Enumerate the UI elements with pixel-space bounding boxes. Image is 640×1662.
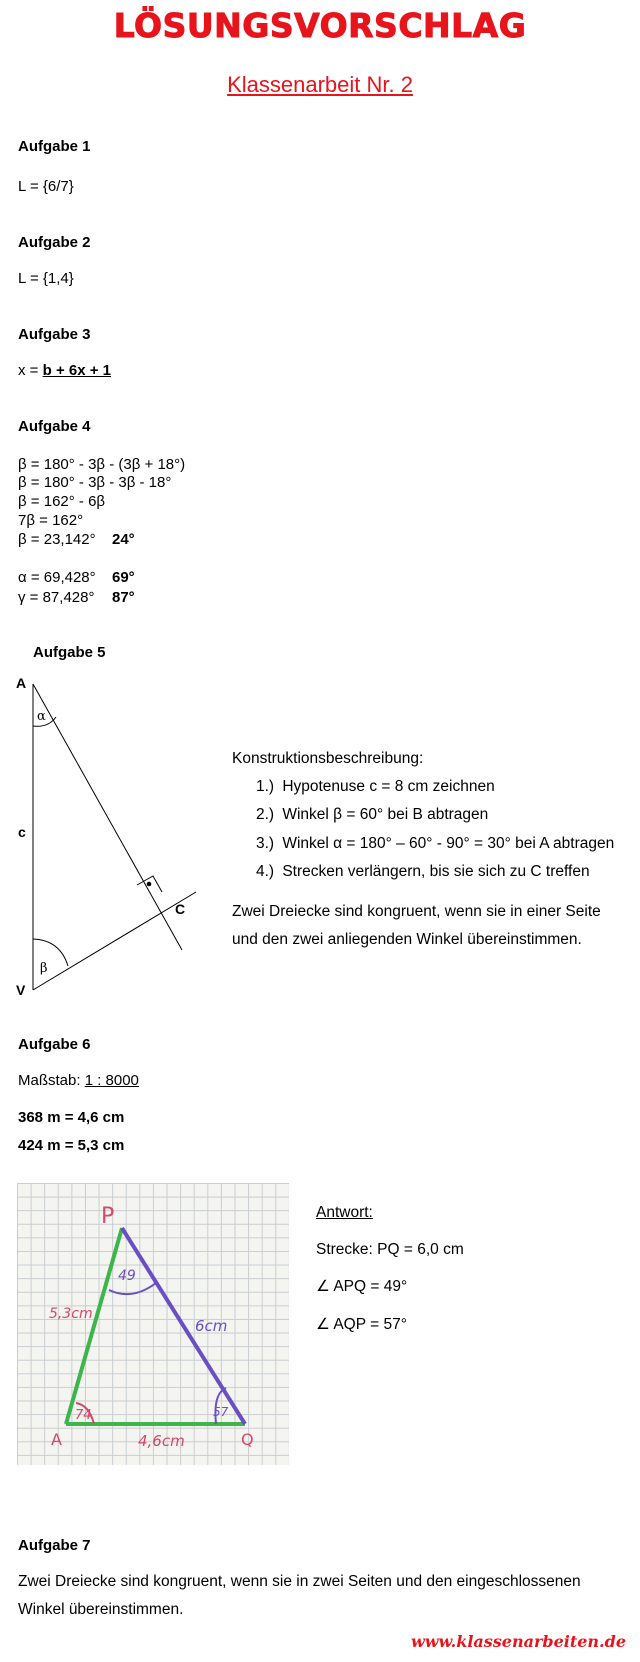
scale-label: Maßstab: <box>18 1072 85 1089</box>
answer-angle-aqp: ∠ AQP = 57° <box>316 1316 407 1333</box>
task-7-answer-line: Zwei Dreiecke sind kongruent, wenn sie in zwei Seiten und den eingeschlossenen <box>18 1573 581 1590</box>
step-number: 1.) <box>256 778 275 795</box>
sketch-length-aq: 4,6cm <box>138 1432 185 1450</box>
sketch-label-a: A <box>51 1430 62 1449</box>
task-7-heading: Aufgabe 7 <box>18 1537 91 1554</box>
task-3-answer-line <box>18 362 111 379</box>
vertex-label-v: V <box>16 982 26 998</box>
task-4-step: 7β = 162° <box>18 512 84 529</box>
page-title: LÖSUNGSVORSCHLAG <box>113 6 527 45</box>
task-4-step: β = 162° - 6β <box>18 493 106 510</box>
construction-step <box>256 830 614 858</box>
task-6-heading: Aufgabe 6 <box>18 1036 91 1053</box>
page-subtitle: Klassenarbeit Nr. 2 <box>227 72 413 97</box>
task-1-heading: Aufgabe 1 <box>18 138 91 155</box>
triangle-construction-figure <box>0 670 220 1000</box>
task-1-answer: L = {6/7} <box>18 178 74 195</box>
congruence-note-line: Zwei Dreiecke sind kongruent, wenn sie in einer Seite <box>232 903 601 920</box>
conversion-2: 424 m = 5,3 cm <box>18 1137 125 1154</box>
vertex-label-c: C <box>175 901 186 917</box>
task-3-answer: b + 6x + 1 <box>42 362 111 379</box>
congruence-note-line: und den zwei anliegenden Winkel übereinstimmen. <box>232 931 582 948</box>
step-text: Winkel β = 60° bei B abtragen <box>282 806 489 823</box>
step-text: Winkel α = 180° – 60° - 90° = 30° bei A abtragen <box>282 835 615 852</box>
step-text: Strecken verlängern, bis sie sich zu C treffen <box>282 863 590 880</box>
answer-pq: Strecke: PQ = 6,0 cm <box>316 1241 464 1258</box>
conversion-1: 368 m = 4,6 cm <box>18 1109 125 1126</box>
sketch-label-q: Q <box>241 1430 254 1449</box>
task-5-heading: Aufgabe 5 <box>33 644 106 661</box>
scale-value: 1 : 8000 <box>84 1072 139 1089</box>
task-4-alpha-rounded: 69° <box>112 569 135 586</box>
sketch-angle-a: 74 <box>75 1408 92 1423</box>
vertex-label-a: A <box>16 675 27 691</box>
step-number: 2.) <box>256 806 275 823</box>
construction-step <box>256 858 590 886</box>
sketch-label-p: P <box>101 1204 115 1229</box>
sketch-length-pq: 6cm <box>195 1317 228 1335</box>
handdrawn-triangle-sketch <box>17 1183 289 1465</box>
construction-title: Konstruktionsbeschreibung: <box>232 750 424 767</box>
angle-label-beta: β <box>40 961 48 976</box>
side-label-c: c <box>18 824 26 840</box>
task-3-heading: Aufgabe 3 <box>18 326 91 343</box>
task-4-alpha: α = 69,428° <box>18 569 96 586</box>
task-4-heading: Aufgabe 4 <box>18 418 91 435</box>
sketch-angle-q: 57 <box>213 1405 229 1419</box>
task-3-prefix: x = <box>18 362 43 379</box>
task-2-answer: L = {1,4} <box>18 270 74 287</box>
step-text: Hypotenuse c = 8 cm zeichnen <box>282 778 495 795</box>
task-4-gamma: γ = 87,428° <box>18 589 95 606</box>
step-number: 3.) <box>256 835 275 852</box>
construction-step <box>256 801 488 829</box>
sketch-length-ap: 5,3cm <box>49 1306 93 1322</box>
task-7-answer-line: Winkel übereinstimmen. <box>18 1601 184 1618</box>
sketch-angle-p: 49 <box>118 1268 136 1284</box>
task-4-beta-rounded: 24° <box>112 531 135 548</box>
task-4-gamma-rounded: 87° <box>112 589 135 606</box>
construction-step <box>256 773 495 801</box>
task-2-heading: Aufgabe 2 <box>18 234 91 251</box>
task-4-step: β = 180° - 3β - (3β + 18°) <box>18 456 186 473</box>
scale-line <box>18 1072 139 1089</box>
task-4-step: β = 180° - 3β - 3β - 18° <box>18 474 172 491</box>
answer-title: Antwort: <box>316 1204 373 1221</box>
angle-label-alpha: α <box>37 709 46 724</box>
footer-site-link[interactable]: www.klassenarbeiten.de <box>410 1632 626 1651</box>
task-4-beta: β = 23,142° <box>18 531 96 548</box>
step-number: 4.) <box>256 863 275 880</box>
answer-angle-apq: ∠ APQ = 49° <box>316 1278 408 1295</box>
